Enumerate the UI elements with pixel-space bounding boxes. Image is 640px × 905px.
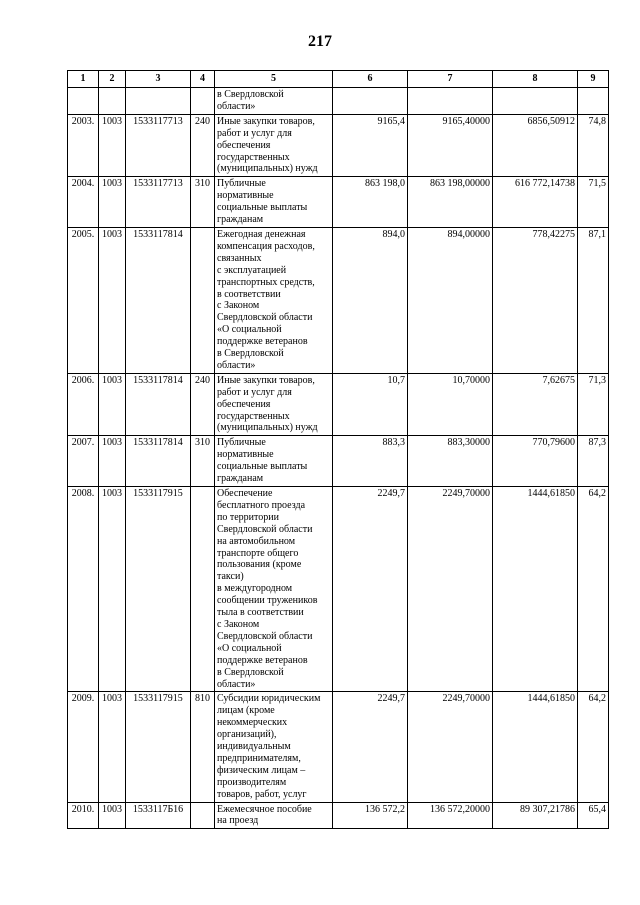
- row-number-cell: 2010.: [68, 802, 99, 829]
- column-9-value-cell: 71,5: [578, 177, 609, 228]
- table-row: [68, 487, 609, 692]
- section-code-cell: 1003: [99, 114, 126, 177]
- column-9-value-cell: 64,2: [578, 487, 609, 692]
- column-9-value-cell: 87,3: [578, 436, 609, 487]
- target-code-cell: 1533117814: [126, 227, 191, 373]
- item-name-cell: Обеспечение бесплатного проезда по территории Свердловской области на автомобильном транспорте общего пользования (кроме такси) в междугородном сообщении тружеников тыла в соответствии с Законом Свердловской области «О социальной поддержке ветеранов в Свердловской области»: [215, 487, 333, 692]
- target-code-cell: 1533117713: [126, 177, 191, 228]
- section-code-cell: 1003: [99, 487, 126, 692]
- target-code-cell: 1533117915: [126, 692, 191, 802]
- item-name-cell: Ежегодная денежная компенсация расходов, связанных с эксплуатацией транспортных средств, в соответствии с Законом Свердловской области «О социальной поддержке ветеранов в Свердловской области»: [215, 227, 333, 373]
- column-9-value-cell: [578, 88, 609, 115]
- expense-type-cell: [191, 88, 215, 115]
- column-9-value-cell: 65,4: [578, 802, 609, 829]
- column-6-value-cell: 136 572,2: [333, 802, 408, 829]
- table-row: [68, 373, 609, 436]
- column-7-value-cell: 2249,70000: [408, 487, 493, 692]
- section-code-cell: [99, 88, 126, 115]
- target-code-cell: 1533117915: [126, 487, 191, 692]
- column-7-value-cell: 10,70000: [408, 373, 493, 436]
- column-6-value-cell: 9165,4: [333, 114, 408, 177]
- expense-type-cell: [191, 487, 215, 692]
- expense-type-cell: 310: [191, 177, 215, 228]
- column-header: 1: [68, 71, 99, 88]
- section-code-cell: 1003: [99, 227, 126, 373]
- expense-type-cell: [191, 227, 215, 373]
- column-9-value-cell: 64,2: [578, 692, 609, 802]
- item-name-cell: в Свердловской области»: [215, 88, 333, 115]
- row-number-cell: 2009.: [68, 692, 99, 802]
- expense-type-cell: 810: [191, 692, 215, 802]
- row-number-cell: 2007.: [68, 436, 99, 487]
- row-number-cell: 2004.: [68, 177, 99, 228]
- column-header: 6: [333, 71, 408, 88]
- column-header: 4: [191, 71, 215, 88]
- column-7-value-cell: 2249,70000: [408, 692, 493, 802]
- expense-type-cell: 240: [191, 373, 215, 436]
- row-number-cell: 2006.: [68, 373, 99, 436]
- item-name-cell: Ежемесячное пособие на проезд: [215, 802, 333, 829]
- item-name-cell: Иные закупки товаров, работ и услуг для обеспечения государственных (муниципальных) нужд: [215, 114, 333, 177]
- section-code-cell: 1003: [99, 802, 126, 829]
- target-code-cell: 1533117814: [126, 373, 191, 436]
- column-8-value-cell: 770,79600: [493, 436, 578, 487]
- column-6-value-cell: 883,3: [333, 436, 408, 487]
- table-row: [68, 177, 609, 228]
- column-header: 8: [493, 71, 578, 88]
- column-7-value-cell: 863 198,00000: [408, 177, 493, 228]
- row-number-cell: 2003.: [68, 114, 99, 177]
- column-9-value-cell: 74,8: [578, 114, 609, 177]
- column-8-value-cell: 89 307,21786: [493, 802, 578, 829]
- item-name-cell: Иные закупки товаров, работ и услуг для обеспечения государственных (муниципальных) нужд: [215, 373, 333, 436]
- table-row: [68, 436, 609, 487]
- column-header: 9: [578, 71, 609, 88]
- column-6-value-cell: 863 198,0: [333, 177, 408, 228]
- table-row: [68, 692, 609, 802]
- section-code-cell: 1003: [99, 177, 126, 228]
- table-row: [68, 114, 609, 177]
- table-row: [68, 802, 609, 829]
- table-row: [68, 227, 609, 373]
- target-code-cell: 1533117Б16: [126, 802, 191, 829]
- column-header: 3: [126, 71, 191, 88]
- column-7-value-cell: [408, 88, 493, 115]
- target-code-cell: [126, 88, 191, 115]
- column-7-value-cell: 894,00000: [408, 227, 493, 373]
- item-name-cell: Субсидии юридическим лицам (кроме некоммерческих организаций), индивидуальным предпринимателям, физическим лицам – производителям товаров, работ, услуг: [215, 692, 333, 802]
- column-7-value-cell: 136 572,20000: [408, 802, 493, 829]
- item-name-cell: Публичные нормативные социальные выплаты гражданам: [215, 436, 333, 487]
- row-number-cell: 2008.: [68, 487, 99, 692]
- column-8-value-cell: 7,62675: [493, 373, 578, 436]
- column-header: 7: [408, 71, 493, 88]
- target-code-cell: 1533117814: [126, 436, 191, 487]
- column-9-value-cell: 87,1: [578, 227, 609, 373]
- budget-table: [67, 70, 609, 829]
- column-6-value-cell: 10,7: [333, 373, 408, 436]
- section-code-cell: 1003: [99, 436, 126, 487]
- header-row: [68, 71, 609, 88]
- row-number-cell: [68, 88, 99, 115]
- expense-type-cell: 240: [191, 114, 215, 177]
- column-7-value-cell: 883,30000: [408, 436, 493, 487]
- column-6-value-cell: 2249,7: [333, 487, 408, 692]
- target-code-cell: 1533117713: [126, 114, 191, 177]
- expense-type-cell: [191, 802, 215, 829]
- column-header: 5: [215, 71, 333, 88]
- column-9-value-cell: 71,3: [578, 373, 609, 436]
- table-row: [68, 88, 609, 115]
- row-number-cell: 2005.: [68, 227, 99, 373]
- column-6-value-cell: [333, 88, 408, 115]
- column-7-value-cell: 9165,40000: [408, 114, 493, 177]
- section-code-cell: 1003: [99, 373, 126, 436]
- column-8-value-cell: 6856,50912: [493, 114, 578, 177]
- item-name-cell: Публичные нормативные социальные выплаты гражданам: [215, 177, 333, 228]
- page-number: 217: [308, 33, 332, 50]
- column-8-value-cell: 1444,61850: [493, 487, 578, 692]
- column-8-value-cell: [493, 88, 578, 115]
- expense-type-cell: 310: [191, 436, 215, 487]
- column-6-value-cell: 894,0: [333, 227, 408, 373]
- column-8-value-cell: 1444,61850: [493, 692, 578, 802]
- column-8-value-cell: 778,42275: [493, 227, 578, 373]
- column-header: 2: [99, 71, 126, 88]
- column-6-value-cell: 2249,7: [333, 692, 408, 802]
- column-8-value-cell: 616 772,14738: [493, 177, 578, 228]
- section-code-cell: 1003: [99, 692, 126, 802]
